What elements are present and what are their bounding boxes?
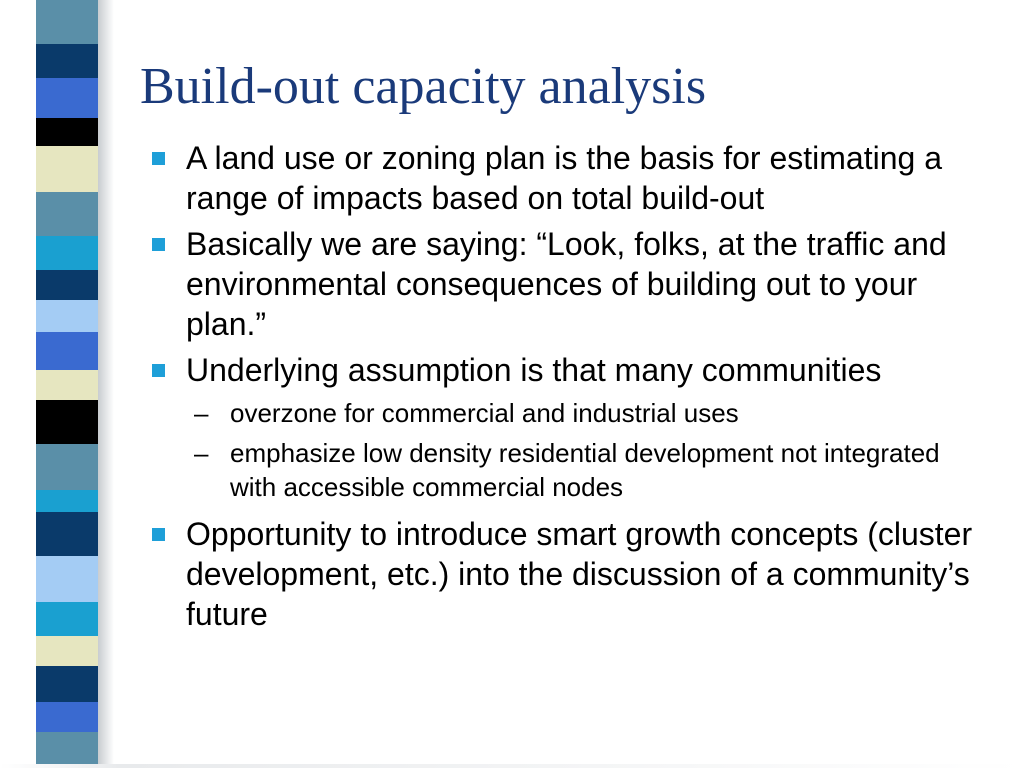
stripe-segment xyxy=(36,490,100,512)
stripe-shadow xyxy=(98,0,114,768)
stripe-segment xyxy=(36,556,100,602)
dash-bullet-icon: – xyxy=(194,438,209,468)
stripe-segment xyxy=(36,270,100,300)
left-margin xyxy=(0,0,36,768)
dash-bullet-icon: – xyxy=(194,398,209,428)
stripe-segment xyxy=(36,78,100,118)
stripe-segment xyxy=(36,332,100,370)
slide-body xyxy=(150,138,990,640)
stripe-segment xyxy=(36,14,100,44)
stripe-segment xyxy=(36,192,100,236)
stripe-segment xyxy=(36,444,100,490)
decorative-stripe-band xyxy=(36,0,100,768)
bullet-item xyxy=(150,138,990,218)
stripe-segment xyxy=(36,636,100,666)
stripe-segment xyxy=(36,732,100,768)
stripe-segment xyxy=(36,400,100,444)
stripe-segment xyxy=(36,118,100,146)
bullet-text: Opportunity to introduce smart growth concepts (cluster development, etc.) into the discussion of a community’s future xyxy=(186,516,973,632)
bullet-text: Basically we are saying: “Look, folks, at the traffic and environmental consequences of building out to your plan.” xyxy=(186,226,947,342)
stripe-segment xyxy=(36,370,100,400)
stripe-segment xyxy=(36,602,100,636)
square-bullet-icon xyxy=(152,364,165,377)
stripe-segment xyxy=(36,0,100,14)
slide-title: Build-out capacity analysis xyxy=(140,58,707,115)
bullet-text: A land use or zoning plan is the basis for estimating a range of impacts based on total build-out xyxy=(186,140,942,216)
stripe-segment xyxy=(36,146,100,192)
square-bullet-icon xyxy=(152,238,165,251)
bottom-rule xyxy=(0,764,1024,768)
sub-bullet-text: emphasize low density residential development not integrated with accessible commercial nodes xyxy=(230,438,940,502)
stripe-segment xyxy=(36,300,100,332)
bullet-text: Underlying assumption is that many communities xyxy=(186,352,882,388)
stripe-segment xyxy=(36,512,100,556)
stripe-segment xyxy=(36,702,100,732)
square-bullet-icon xyxy=(152,528,165,541)
stripe-segment xyxy=(36,236,100,270)
sub-bullet-item xyxy=(150,436,990,504)
sub-bullet-item xyxy=(150,396,990,430)
bullet-item xyxy=(150,350,990,390)
sub-bullet-text: overzone for commercial and industrial uses xyxy=(230,398,739,428)
square-bullet-icon xyxy=(152,152,165,165)
stripe-segment xyxy=(36,666,100,702)
stripe-segment xyxy=(36,44,100,78)
bullet-item xyxy=(150,224,990,344)
bullet-item xyxy=(150,514,990,634)
